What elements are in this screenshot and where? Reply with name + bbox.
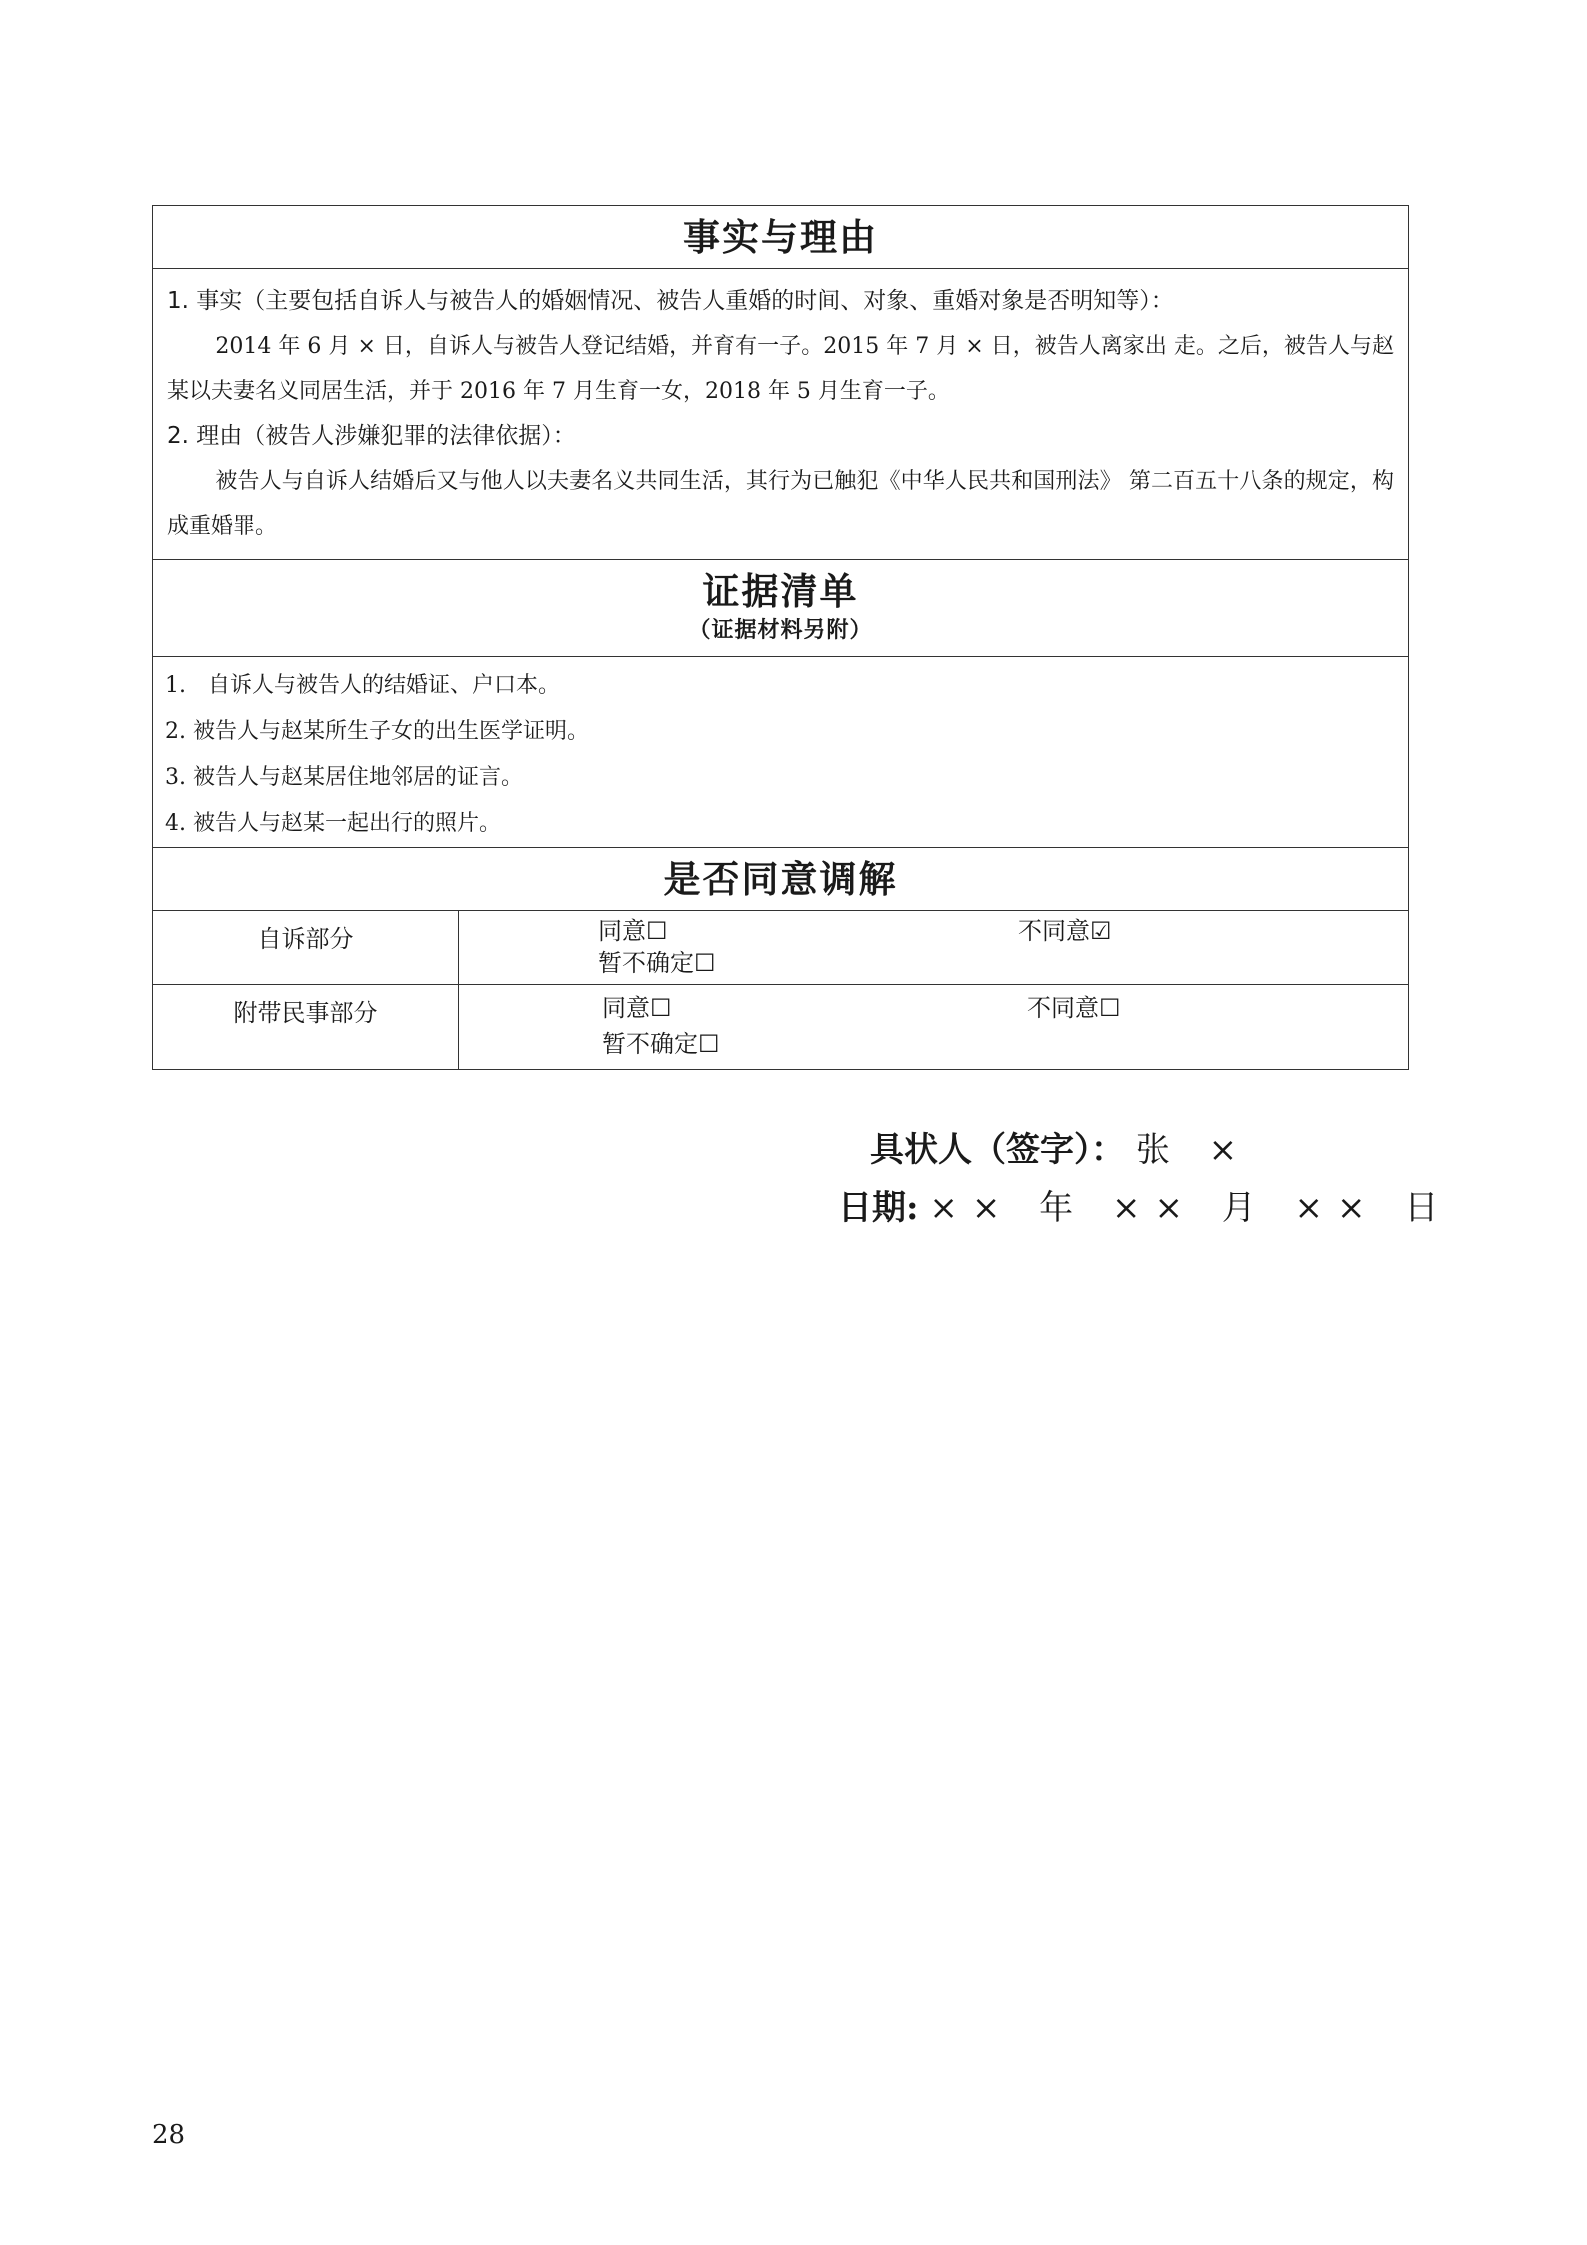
disagree-checkbox[interactable]: 不同意☐ xyxy=(1027,994,1121,1022)
date-value: ×× 年 ×× 月 ×× 日 xyxy=(929,1188,1453,1228)
complaint-form-table xyxy=(152,205,1409,1070)
evidence-item: 4. 被告人与赵某一起出行的照片。 xyxy=(165,811,501,836)
facts-content-cell xyxy=(153,269,1409,560)
evidence-section-title: 证据清单 xyxy=(702,569,859,613)
signature-name: 张 × xyxy=(1135,1130,1252,1170)
evidence-item: 1. 自诉人与被告人的结婚证、户口本。 xyxy=(165,673,560,698)
undecided-checkbox[interactable]: 暂不确定☐ xyxy=(602,1030,720,1058)
reason-heading: 2. 理由（被告人涉嫌犯罪的法律依据）： xyxy=(167,423,576,449)
mediation-options xyxy=(459,911,1409,985)
page-number: 28 xyxy=(152,2120,186,2150)
agree-checkbox[interactable]: 同意☐ xyxy=(602,994,672,1022)
evidence-section-subtitle: （证据材料另附） xyxy=(688,618,873,643)
date-label: 日期: xyxy=(838,1188,919,1228)
fact-text: 2014 年 6 月 × 日，自诉人与被告人登记结婚，并育有一子。2015 年 7 月 × 日，被告人离家出 走。之后，被告人与赵某以夫妻名义同居生活，并于 2016 年 7 月生育一女，2018 年 5 月生育一子。 xyxy=(167,334,1394,404)
mediation-section-title: 是否同意调解 xyxy=(153,848,1409,911)
mediation-options xyxy=(459,985,1409,1070)
reason-text: 被告人与自诉人结婚后又与他人以夫妻名义共同生活，其行为已触犯《中华人民共和国刑法》 第二百五十八条的规定，构成重婚罪。 xyxy=(167,469,1394,539)
mediation-row-label: 附带民事部分 xyxy=(153,985,459,1070)
mediation-row-label: 自诉部分 xyxy=(153,911,459,985)
facts-section-title: 事实与理由 xyxy=(153,206,1409,269)
undecided-checkbox[interactable]: 暂不确定☐ xyxy=(598,949,716,977)
evidence-list xyxy=(153,657,1409,848)
evidence-item: 2. 被告人与赵某所生子女的出生医学证明。 xyxy=(165,719,589,744)
disagree-checkbox[interactable]: 不同意☑ xyxy=(1018,917,1112,945)
agree-checkbox[interactable]: 同意☐ xyxy=(598,917,668,945)
fact-heading: 1. 事实（主要包括自诉人与被告人的婚姻情况、被告人重婚的时间、对象、重婚对象是否明知等）： xyxy=(167,288,1174,314)
date-line xyxy=(838,1180,1452,1229)
evidence-section-header xyxy=(153,560,1409,657)
signature-label: 具状人（签字）： xyxy=(870,1130,1125,1170)
signature-line xyxy=(870,1122,1251,1171)
evidence-item: 3. 被告人与赵某居住地邻居的证言。 xyxy=(165,765,523,790)
